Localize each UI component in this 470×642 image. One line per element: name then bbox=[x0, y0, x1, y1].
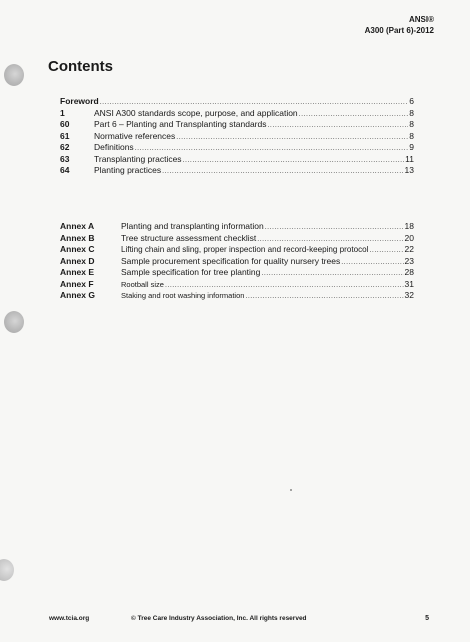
toc-annex-page: 20 bbox=[404, 232, 414, 243]
toc-annex-page: 18 bbox=[404, 221, 414, 231]
toc-entry[interactable] bbox=[60, 119, 414, 131]
header-part: A300 (Part 6)-2012 bbox=[364, 26, 434, 35]
toc-entry-number: 60 bbox=[60, 119, 70, 129]
toc-entry-label: Foreword bbox=[60, 96, 99, 106]
toc-annex-page: 32 bbox=[404, 290, 414, 300]
toc-annex-entry[interactable] bbox=[60, 221, 414, 233]
toc-entry-number: 62 bbox=[60, 142, 70, 152]
toc-annex-label: Lifting chain and sling, proper inspection and record-keeping protocol bbox=[121, 245, 369, 254]
toc-entry-label: ANSI A300 standards scope, purpose, and application bbox=[94, 107, 298, 118]
header-standard: ANSI® bbox=[408, 15, 434, 24]
toc-entry[interactable] bbox=[60, 165, 414, 177]
dot-leader bbox=[162, 166, 403, 178]
toc-annex-page: 28 bbox=[404, 267, 414, 277]
toc-annex-number: Annex G bbox=[60, 290, 95, 300]
punch-hole bbox=[4, 64, 24, 86]
toc-annex-entry[interactable] bbox=[60, 290, 414, 302]
toc-annex-number: Annex A bbox=[60, 221, 95, 231]
dot-leader bbox=[267, 120, 408, 132]
toc-annex-entry[interactable] bbox=[60, 233, 414, 245]
footer-page-number: 5 bbox=[425, 615, 429, 622]
toc-annex-page: 31 bbox=[404, 278, 414, 289]
toc-annex-label: Rootball size bbox=[121, 279, 164, 289]
document-header bbox=[365, 14, 434, 36]
toc-annex-entry[interactable] bbox=[60, 267, 414, 279]
page-title: Contents bbox=[48, 58, 113, 75]
toc-entry-label: Normative references bbox=[94, 130, 176, 141]
toc-entry-page: 13 bbox=[404, 165, 414, 175]
toc-entry[interactable] bbox=[60, 108, 414, 120]
punch-hole bbox=[0, 559, 14, 581]
toc-annex-label: Sample procurement specification for quality nursery trees bbox=[121, 255, 341, 266]
toc-annex-label: Planting and transplanting information bbox=[121, 221, 264, 231]
toc-annex-page: 23 bbox=[404, 255, 414, 266]
toc-annex-entry[interactable] bbox=[60, 256, 414, 268]
toc-entry[interactable] bbox=[60, 142, 414, 154]
toc-annex-entry[interactable] bbox=[60, 279, 414, 291]
toc-entry-page: 8 bbox=[409, 107, 414, 118]
toc-annex-entry[interactable] bbox=[60, 244, 414, 256]
toc-annex-number: Annex E bbox=[60, 267, 95, 277]
toc-entry-number: 1 bbox=[60, 107, 65, 118]
toc-entry-label: Planting practices bbox=[94, 165, 162, 175]
dot-leader bbox=[369, 245, 403, 257]
scan-speck bbox=[290, 489, 292, 491]
toc-entry-foreword[interactable] bbox=[60, 96, 414, 108]
dot-leader bbox=[245, 291, 403, 303]
dot-leader bbox=[299, 109, 409, 121]
punch-hole bbox=[4, 311, 24, 333]
toc-entry-page: 9 bbox=[409, 142, 414, 152]
footer-copyright: © Tree Care Industry Association, Inc. All rights reserved bbox=[131, 615, 307, 622]
toc-entry-label: Transplanting practices bbox=[94, 153, 182, 164]
toc-annexes bbox=[60, 221, 414, 302]
toc-annex-number: Annex F bbox=[60, 278, 94, 289]
toc-entry-page: 6 bbox=[409, 96, 414, 106]
dot-leader bbox=[261, 268, 403, 280]
toc-entry-label: Part 6 – Planting and Transplanting standards bbox=[94, 119, 267, 129]
toc-entry-page: 8 bbox=[409, 130, 414, 141]
toc-entry-number: 64 bbox=[60, 165, 70, 175]
toc-annex-number: Annex B bbox=[60, 232, 95, 243]
toc-annex-label: Sample specification for tree planting bbox=[121, 267, 261, 277]
toc-annex-number: Annex C bbox=[60, 244, 95, 254]
toc-main bbox=[60, 96, 414, 177]
dot-leader bbox=[265, 222, 404, 234]
toc-annex-label: Tree structure assessment checklist bbox=[121, 232, 257, 243]
toc-entry-page: 11 bbox=[405, 153, 414, 164]
dot-leader bbox=[183, 155, 405, 167]
toc-annex-label: Staking and root washing information bbox=[121, 291, 245, 300]
dot-leader bbox=[176, 132, 408, 144]
document-footer bbox=[49, 613, 429, 625]
toc-annex-number: Annex D bbox=[60, 255, 95, 266]
toc-entry[interactable] bbox=[60, 154, 414, 166]
toc-annex-page: 22 bbox=[404, 244, 414, 254]
footer-website[interactable]: www.tcia.org bbox=[49, 615, 90, 622]
toc-entry-number: 61 bbox=[60, 130, 70, 141]
toc-entry-page: 8 bbox=[409, 119, 414, 129]
dot-leader bbox=[341, 257, 403, 269]
toc-entry-number: 63 bbox=[60, 153, 70, 164]
toc-entry[interactable] bbox=[60, 131, 414, 143]
toc-entry-label: Definitions bbox=[94, 142, 134, 152]
